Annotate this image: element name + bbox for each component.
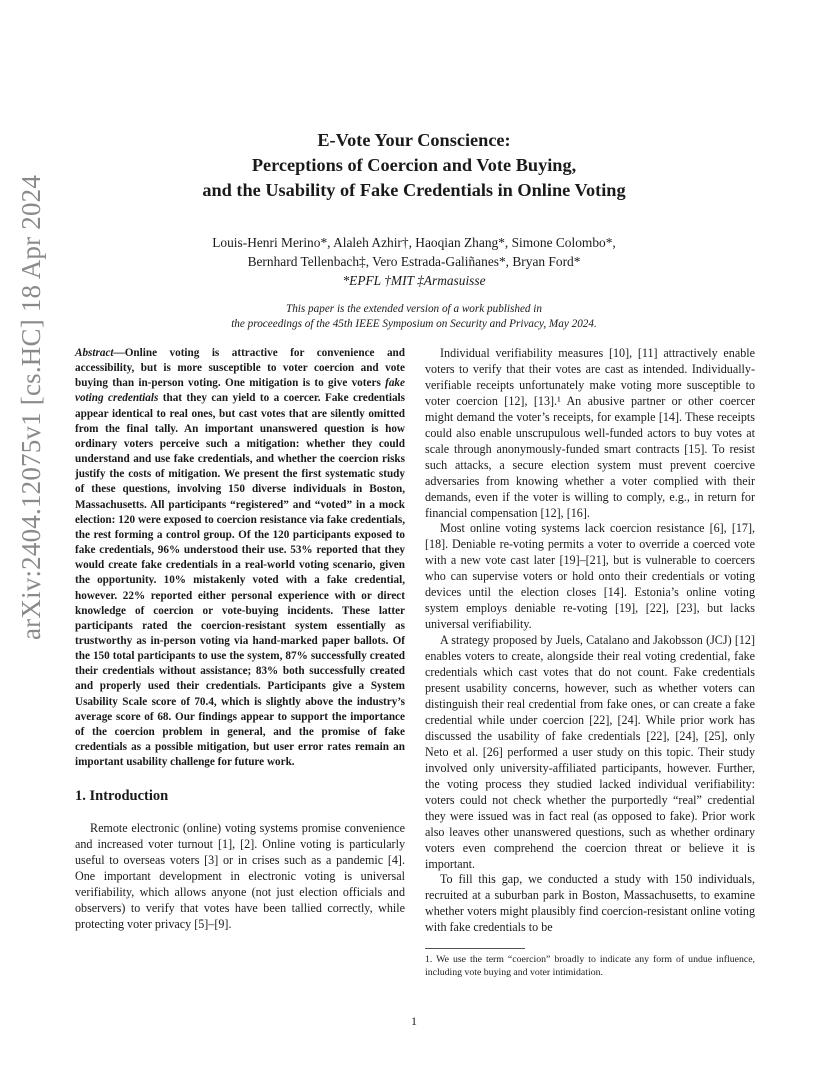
abstract-emphasis: fake voting credentials: [75, 377, 405, 405]
note-line: This paper is the extended version of a work published in: [285, 303, 543, 315]
footnote-text: 1. We use the term “coercion” broadly to indicate any form of undue influence, including vote buying and voter intimidation.: [425, 954, 755, 978]
abstract-lead: Abstract: [75, 347, 114, 359]
title-line: Perceptions of Coercion and Vote Buying,: [251, 155, 577, 175]
affiliations: *EPFL †MIT ‡Armasuisse: [342, 273, 486, 288]
footnote-rule: [425, 948, 525, 949]
paper-title: [100, 128, 728, 203]
arxiv-identifier: arXiv:2404.12075v1 [cs.HC] 18 Apr 2024: [16, 174, 46, 640]
paragraph: To fill this gap, we conducted a study with 150 individuals, recruited at a suburban park in Boston, Massachusetts, to examine whether voters might plausibly find coercion-resistant online voting with fake credentials to be: [425, 872, 755, 935]
paragraph: Remote electronic (online) voting systems promise convenience and increased voter turnout [1], [2]. Online voting is particularly useful to overseas voters [3] or in crises such as a pandemic [4]. One important development in electronic voting is universal verifiability, which allows anyone (not just election officials and observers) to verify that votes have been tallied correctly, while protecting voter privacy [5]–[9].: [75, 821, 405, 932]
note-line: the proceedings of the 45th IEEE Symposium on Security and Privacy, May 2024.: [231, 318, 597, 330]
abstract-text: —Online voting is attractive for convenience and accessibility, but is more susceptible to voter coercion and vote buying than in-person voting. One mitigation is to give voters: [75, 347, 405, 390]
left-column: [75, 346, 405, 933]
author-block: [100, 233, 728, 290]
paragraph: Most online voting systems lack coercion resistance [6], [17], [18]. Deniable re-voting permits a voter to override a coerced vote with a new vote cast later [19]–[21], but is vulnerable to coercers who can supervise voters or hold onto their credentials or voting devices until the election closes [14]. Estonia’s online voting system employs deniable re-voting [19], [22], [23], but lacks universal verifiability.: [425, 521, 755, 632]
paragraph: A strategy proposed by Juels, Catalano and Jakobsson (JCJ) [12] enables voters to create, alongside their real voting credential, fake credentials which cast votes that do not count. Fake credentials present usability concerns, however, such as whether voters can distinguish their real credential from fake ones, or can create a fake credential while under coercion [22], [24]. While prior work has discussed the usability of fake credentials [22], [24], [25], only Neto et al. [26] performed a user study on this topic. Their study involved only university-affiliated participants, however. Further, the voting process they studied lacked individual verifiability: voters could not check whether the purportedly “real” credential they were issued was in fact real (as opposed to fake). Prior work also leaves other unanswered questions, such as whether ordinary voters even comprehend the coercion threat or believe it is important.: [425, 633, 755, 871]
title-line: E-Vote Your Conscience:: [317, 130, 511, 150]
paragraph: Individual verifiability measures [10], [11] attractively enable voters to verify that their votes are cast as intended. Individually-verifiable receipts unfortunately make voting more susceptible to voter coercion [12], [13].¹ An abusive partner or other coercer might demand the voter’s receipts, for example [14]. These receipts could also enable unscrupulous well-funded actors to buy votes at scale through anonymously-funded smart contracts [15]. To resist such attacks, a secure election system must prevent coercive adversaries from knowing whether a voter complied with their demands, even if the voter is willing to comply, e.g., in return for financial compensation [12], [16].: [425, 346, 755, 520]
page-number: 1: [411, 1014, 417, 1028]
right-column: [425, 346, 755, 936]
abstract: [75, 346, 405, 770]
author-line: Louis-Henri Merino*, Alaleh Azhir†, Haoqian Zhang*, Simone Colombo*,: [212, 235, 616, 250]
section-heading: 1. Introduction: [75, 788, 169, 805]
publication-note: [100, 302, 728, 332]
abstract-text: that they can yield to a coercer. Fake credentials appear identical to real ones, but cast votes that are silently omitted from the final tally. An important unanswered question is how ordinary voters perceive such a mitigation: whether they could understand and use fake credentials, and whether the coercion risks justify the costs of mitigation. We present the first systematic study of these questions, involving 150 diverse individuals in Boston, Massachusetts. All participants “registered” and “voted” in a mock election: 120 were exposed to coercion resistance via fake credentials, the rest forming a control group. Of the 120 participants exposed to fake credentials, 96% understood their use. 53% reported that they would create fake credentials in a real-world voting scenario, given the opportunity. 10% mistakenly voted with a fake credential, however. 22% reported either personal experience with or direct knowledge of coercion or vote-buying incidents. These latter participants rated the coercion-resistant system essentially as trustworthy as in-person voting via hand-marked paper ballots. Of the 150 total participants to use the system, 87% successfully created their credentials without assistance; 83% both successfully created and properly used their credentials. Participants give a System Usability Scale score of 70.4, which is slightly above the industry’s average score of 68. Our findings appear to support the importance of the coercion problem in general, and the promise of fake credentials as a possible mitigation, but user error rates remain an important usability challenge for future work.: [75, 392, 405, 769]
footnote: [425, 948, 755, 979]
author-line: Bernhard Tellenbach‡, Vero Estrada-Galiñanes*, Bryan Ford*: [247, 254, 581, 269]
title-line: and the Usability of Fake Credentials in Online Voting: [202, 180, 626, 200]
